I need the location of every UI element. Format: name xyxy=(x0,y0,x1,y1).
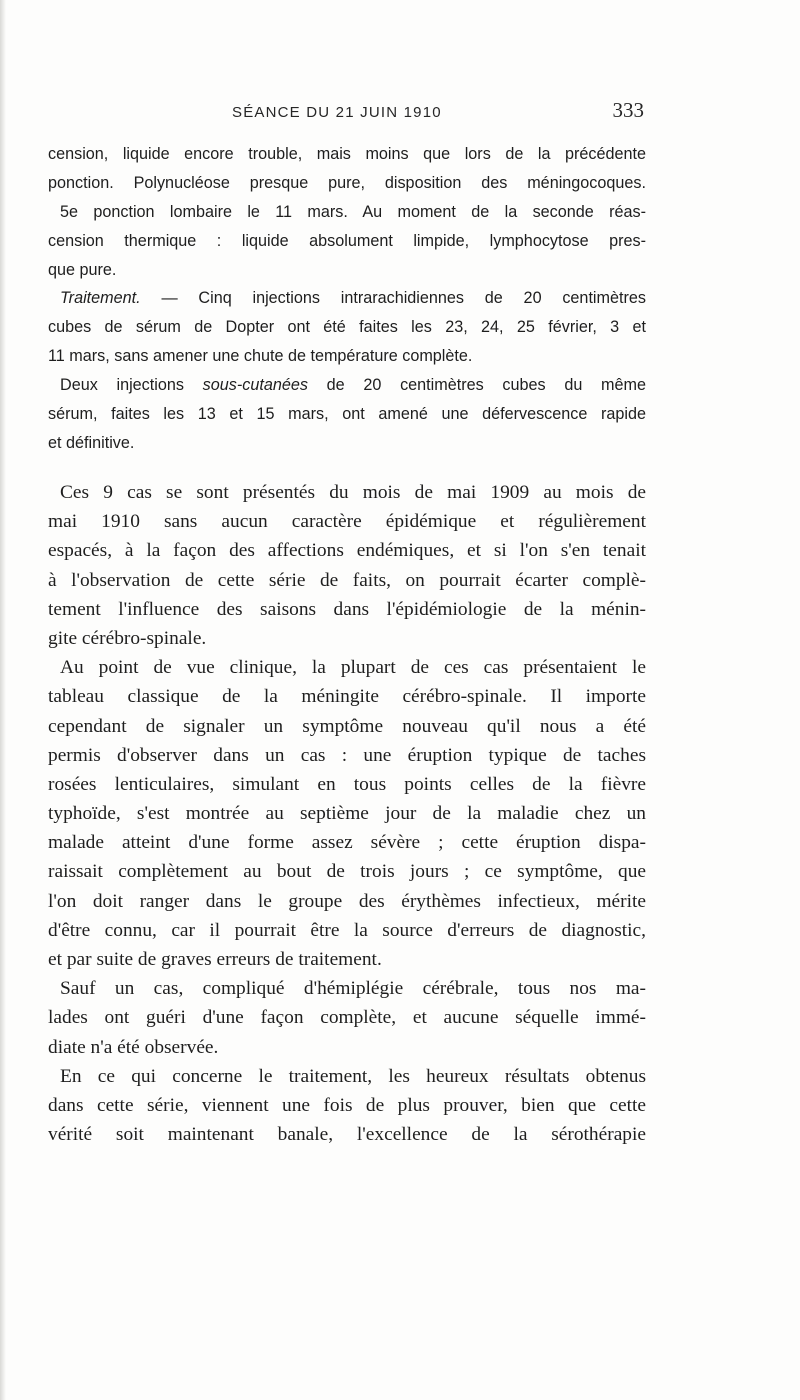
text-line-injections xyxy=(48,371,646,400)
text-line: Sauf un cas, compliqué d'hémiplégie cérébrale, tous nos ma- xyxy=(60,978,646,1000)
text-line: cension thermique : liquide absolument limpide, lymphocytose pres- xyxy=(48,231,646,250)
traitement-label: Traitement. xyxy=(60,289,141,308)
text-line-traitement xyxy=(48,284,646,313)
text-line: mai 1910 sans aucun caractère épidémique et régulièrement xyxy=(48,511,646,533)
text-line: 5e ponction lombaire le 11 mars. Au moment de la seconde réas- xyxy=(60,202,646,221)
running-head xyxy=(48,98,646,128)
text-line: En ce qui concerne le traitement, les heureux résultats obtenus xyxy=(60,1065,646,1087)
text-line: malade atteint d'une forme assez sévère ; cette éruption dispa- xyxy=(48,832,646,854)
sous-cutanees-term: sous-cutanées xyxy=(202,376,308,395)
text-line: cubes de sérum de Dopter ont été faites les 23, 24, 25 février, 3 et xyxy=(48,318,646,337)
text-line: gite cérébro-spinale. xyxy=(48,627,207,649)
text-line: 11 mars, sans amener une chute de température complète. xyxy=(48,347,473,366)
text-line: d'être connu, car il pourrait être la source d'erreurs de diagnostic, xyxy=(48,919,646,941)
text-line: cension, liquide encore trouble, mais moins que lors de la précédente xyxy=(48,145,646,163)
text-line: tableau classique de la méningite cérébro-spinale. Il importe xyxy=(48,686,646,708)
text-line: lades ont guéri d'une façon complète, et aucune séquelle immé- xyxy=(48,1007,646,1029)
text-line: tement l'influence des saisons dans l'épidémiologie de la ménin- xyxy=(48,598,646,620)
case-observation-text xyxy=(48,140,646,458)
page-edge-shadow xyxy=(0,0,6,1400)
text-line: raissait complètement au bout de trois jours ; ce symptôme, que xyxy=(48,861,646,883)
text-line: permis d'observer dans un cas : une éruption typique de taches xyxy=(48,744,646,766)
running-title: SÉANCE DU 21 JUIN 1910 xyxy=(232,104,442,121)
text-line: dans cette série, viennent une fois de plus prouver, bien que cette xyxy=(48,1094,646,1116)
text-line: l'on doit ranger dans le groupe des érythèmes infectieux, mérite xyxy=(48,890,646,912)
traitement-text: — Cinq injections intrarachidiennes de 20 centimètres xyxy=(161,289,647,308)
text-line: espacés, à la façon des affections endémiques, et si l'on s'en tenait xyxy=(48,540,646,562)
text-line: sérum, faites les 13 et 15 mars, ont amené une défervescence rapide xyxy=(48,405,646,424)
text-line: ponction. Polynucléose presque pure, disposition des méningocoques. xyxy=(48,173,646,192)
discussion-text xyxy=(48,478,646,1149)
injections-text-end: de 20 centimètres cubes du même xyxy=(326,376,646,395)
text-line: Ces 9 cas se sont présentés du mois de mai 1909 au mois de xyxy=(60,482,646,503)
text-line: et par suite de graves erreurs de traitement. xyxy=(48,949,382,970)
page-number: 333 xyxy=(612,98,644,122)
text-line: que pure. xyxy=(48,260,117,279)
text-line: vérité soit maintenant banale, l'excellence de la sérothérapie xyxy=(48,1124,646,1146)
text-line: à l'observation de cette série de faits, on pourrait écarter complè- xyxy=(48,569,646,591)
text-line: typhoïde, s'est montrée au septième jour de la maladie chez un xyxy=(48,803,646,825)
text-line: diate n'a été observée. xyxy=(48,1036,219,1058)
text-line: rosées lenticulaires, simulant en tous points celles de la fièvre xyxy=(48,773,646,795)
text-line: et définitive. xyxy=(48,433,135,452)
injections-text-start: Deux injections xyxy=(60,376,184,395)
text-line: Au point de vue clinique, la plupart de ces cas présentaient le xyxy=(60,657,646,679)
text-line: cependant de signaler un symptôme nouveau qu'il nous a été xyxy=(48,715,646,737)
